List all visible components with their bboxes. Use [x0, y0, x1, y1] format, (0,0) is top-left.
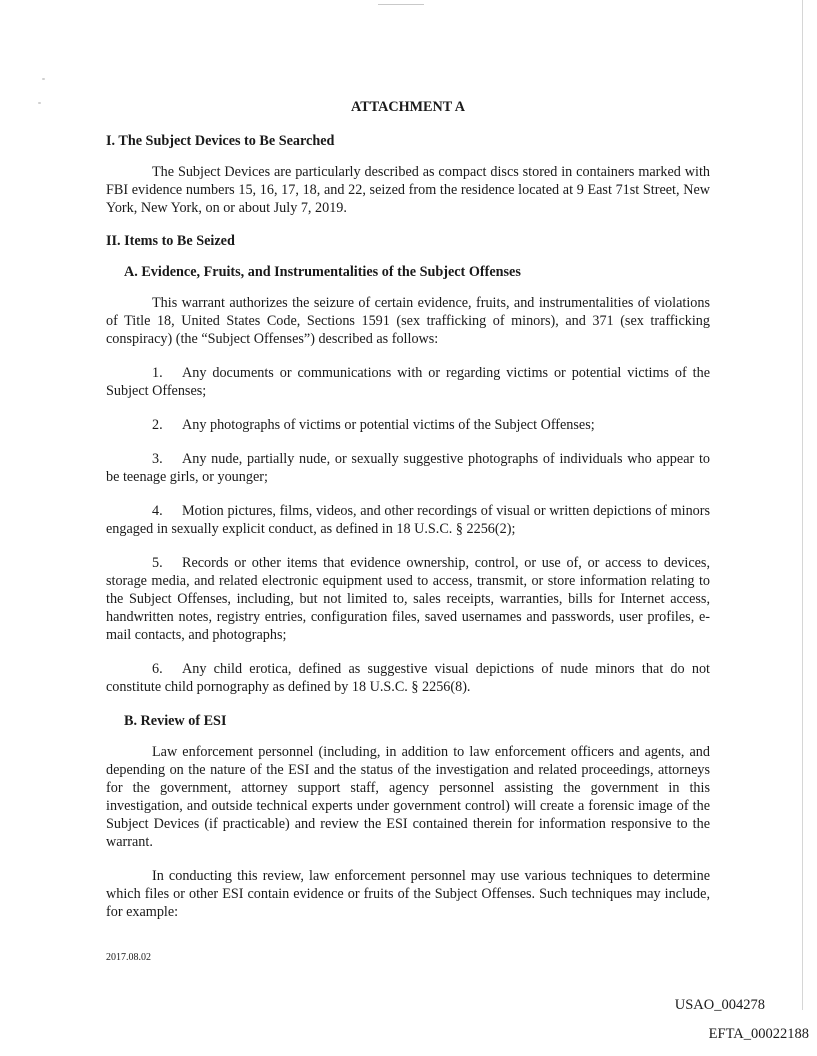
subsection-a-intro: This warrant authorizes the seizure of certain evidence, fruits, and instrumentalities of violations of Title 18, United States Code, Sections 1591 (sex trafficking of minors), and 371 (sex trafficking conspiracy) (the “Subject Offenses”) described as follows: [106, 295, 710, 347]
list-item [106, 450, 710, 486]
bates-number-usao: USAO_004278 [674, 997, 765, 1013]
subsection-b-paragraph-2: In conducting this review, law enforcement personnel may use various techniques to determine which files or other ESI contain evidence or fruits of the Subject Offenses. Such techniques may include, for example: [106, 868, 710, 920]
scan-speck [42, 78, 45, 80]
list-item-text: Any nude, partially nude, or sexually suggestive photographs of individuals who appear to be teenage girls, or younger; [106, 451, 710, 485]
list-item-number: 1. [152, 365, 163, 381]
section-1-heading: I. The Subject Devices to Be Searched [106, 133, 335, 149]
document-title: ATTACHMENT A [351, 99, 465, 115]
list-item-text: Records or other items that evidence ownership, control, or use of, or access to devices, storage media, and related electronic equipment used to access, transmit, or store information relating to the Subject Offenses, including, but not limited to, sales receipts, warranties, bills for Internet access, handwritten notes, registry entries, configuration files, saved usernames and passwords, user profiles, e-mail contacts, and photographs; [106, 555, 710, 643]
list-item-number: 3. [152, 451, 163, 467]
list-item-number: 6. [152, 661, 163, 677]
list-item [106, 416, 710, 434]
subsection-b-heading: B. Review of ESI [124, 713, 227, 729]
bates-number-efta: EFTA_00022188 [708, 1026, 809, 1042]
section-2-heading: II. Items to Be Seized [106, 233, 235, 249]
scan-edge-line [802, 0, 803, 1010]
list-item-text: Motion pictures, films, videos, and other recordings of visual or written depictions of minors engaged in sexually explicit conduct, as defined in 18 U.S.C. § 2256(2); [106, 503, 710, 537]
list-item [106, 502, 710, 538]
list-item-number: 4. [152, 503, 163, 519]
subsection-a-heading: A. Evidence, Fruits, and Instrumentalities of the Subject Offenses [124, 264, 521, 280]
scan-artifact-top [378, 4, 424, 5]
section-1-paragraph: The Subject Devices are particularly described as compact discs stored in containers marked with FBI evidence numbers 15, 16, 17, 18, and 22, seized from the residence located at 9 East 71st Street, New York, New York, on or about July 7, 2019. [106, 164, 710, 216]
subsection-b-paragraph-1: Law enforcement personnel (including, in addition to law enforcement officers and agents, and depending on the nature of the ESI and the status of the investigation and related proceedings, attorneys for the government, attorney support staff, agency personnel assisting the government in this investigation, and outside technical experts under government control) will create a forensic image of the Subject Devices (if practicable) and review the ESI contained therein for information responsive to the warrant. [106, 744, 710, 850]
scan-speck [38, 102, 41, 104]
list-item-number: 2. [152, 417, 163, 433]
list-item [106, 660, 710, 696]
list-item-text: Any photographs of victims or potential victims of the Subject Offenses; [182, 417, 595, 433]
document-body [106, 98, 710, 937]
form-code: 2017.08.02 [106, 952, 151, 963]
list-item [106, 554, 710, 644]
list-item [106, 364, 710, 400]
list-item-text: Any documents or communications with or regarding victims or potential victims of the Subject Offenses; [106, 365, 710, 399]
list-item-text: Any child erotica, defined as suggestive visual depictions of nude minors that do not constitute child pornography as defined by 18 U.S.C. § 2256(8). [106, 661, 710, 695]
list-item-number: 5. [152, 555, 163, 571]
